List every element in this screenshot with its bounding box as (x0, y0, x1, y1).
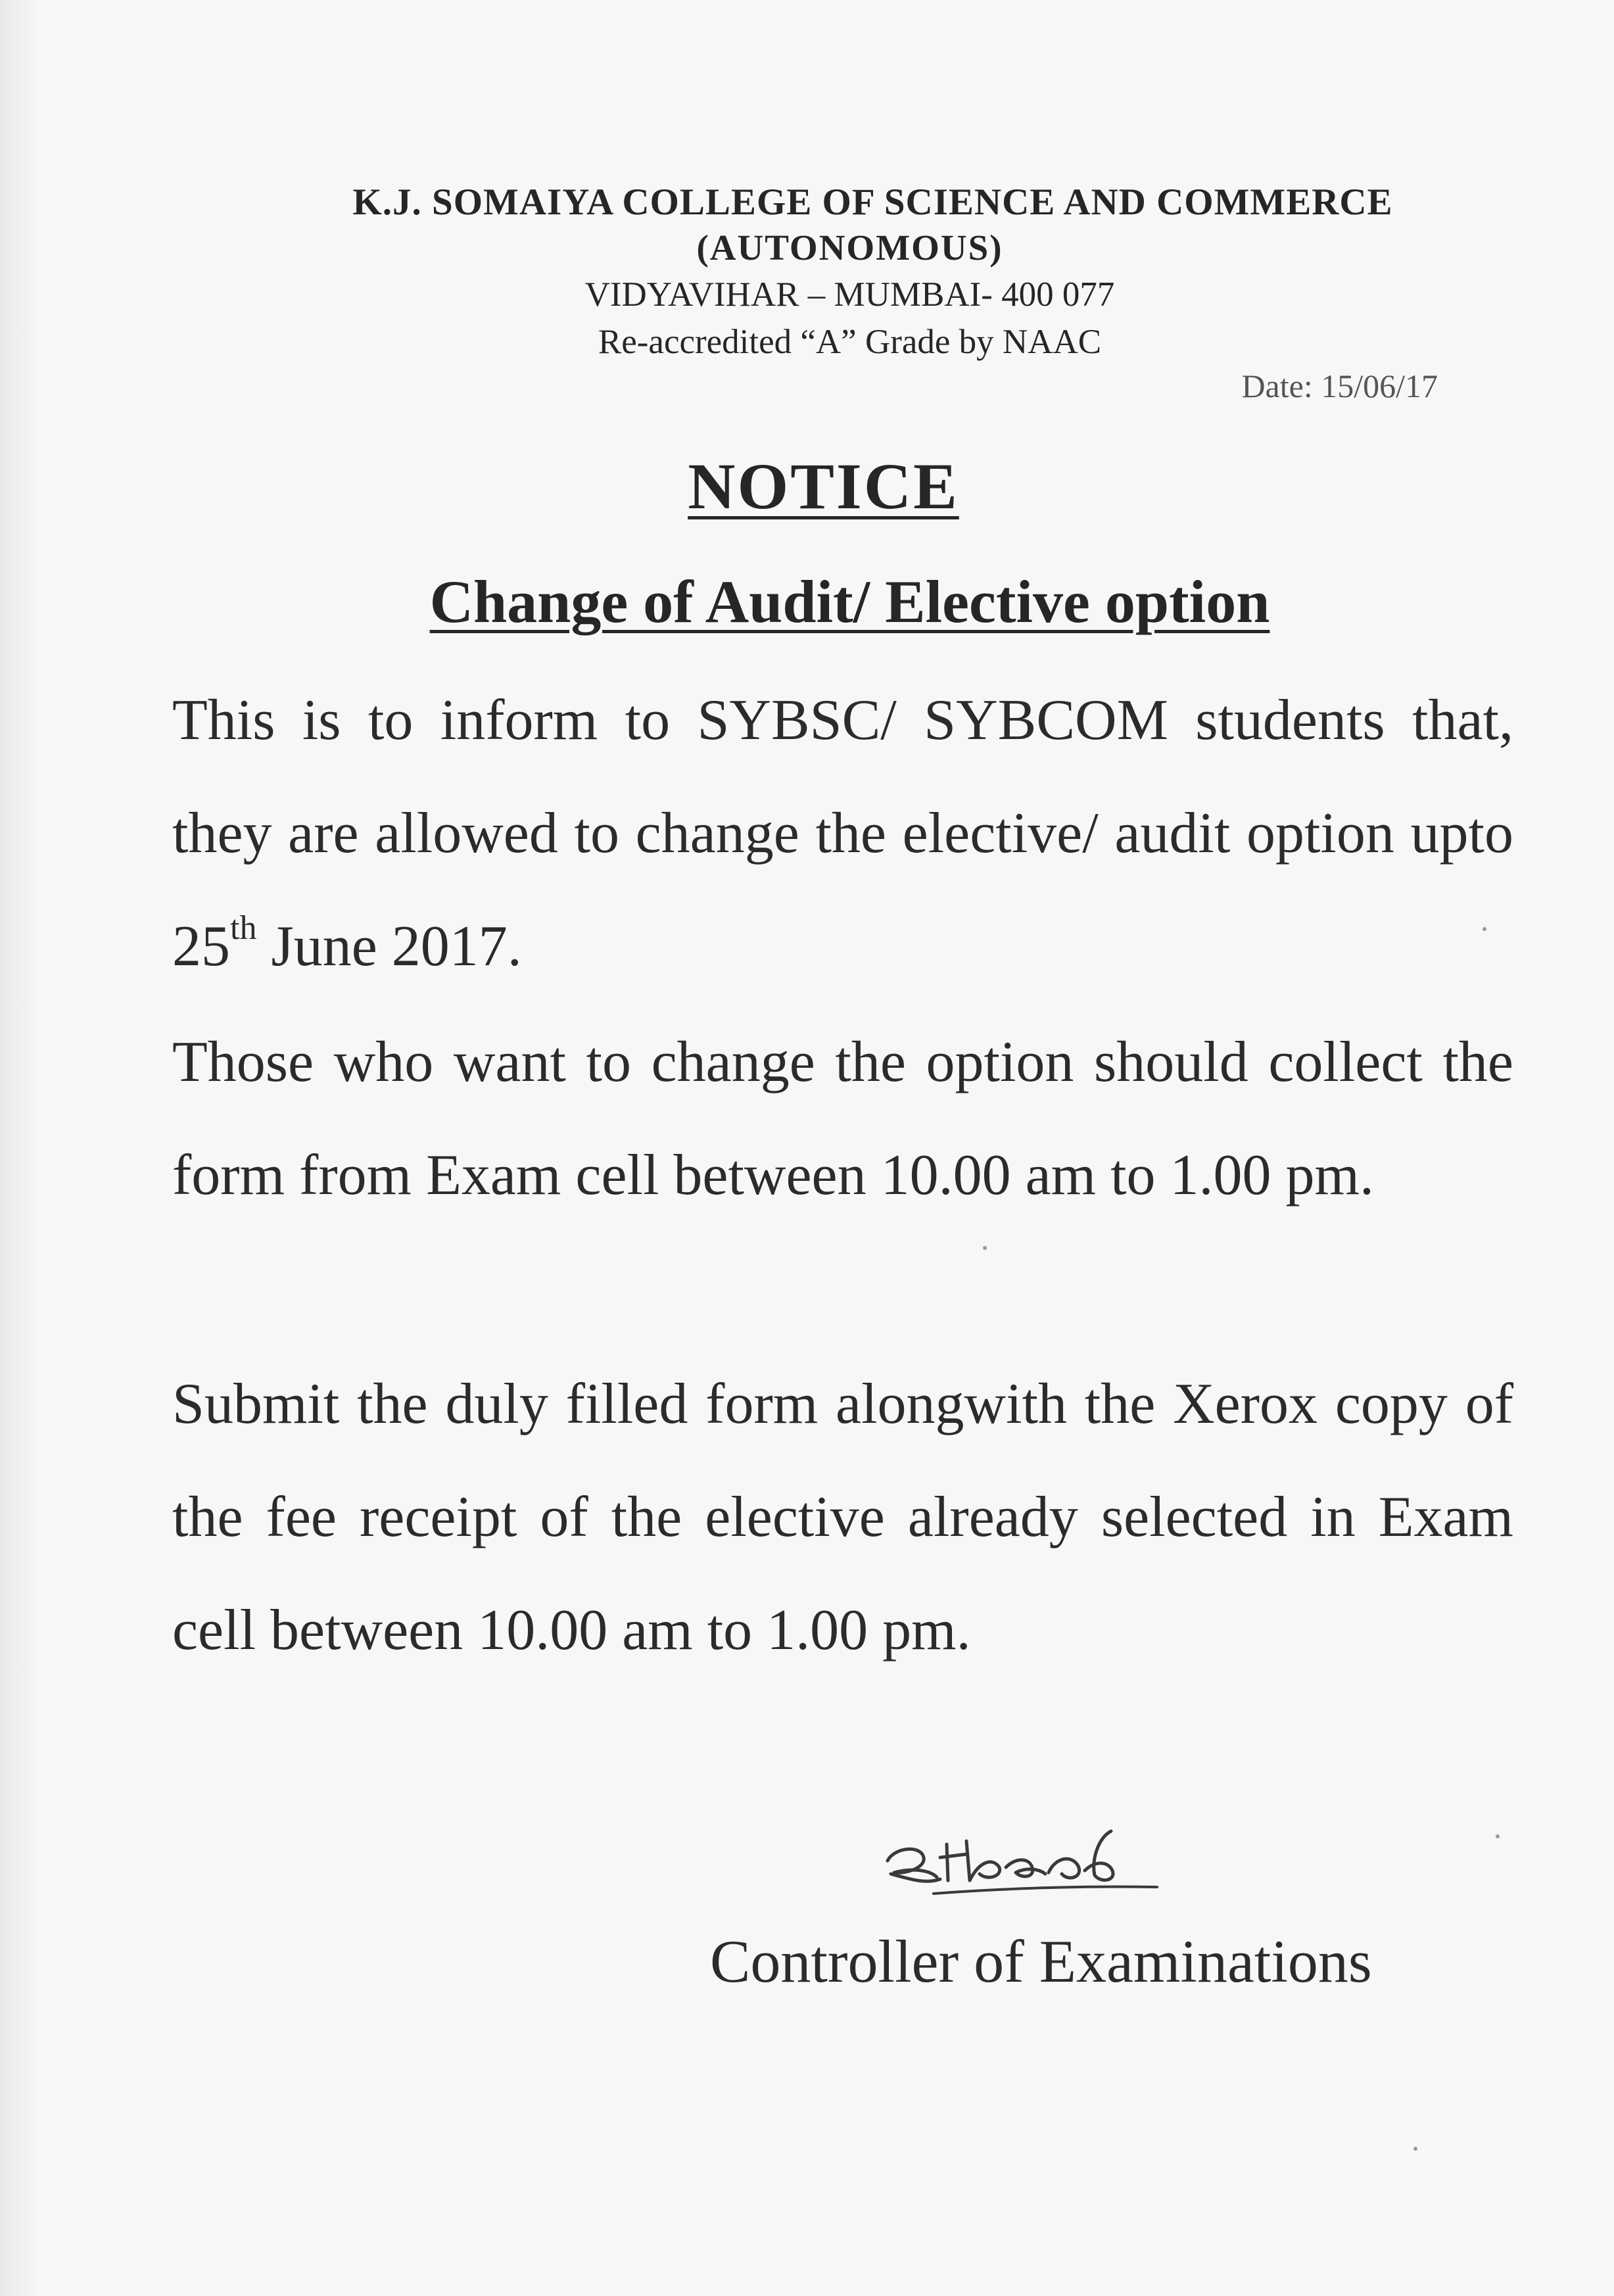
scan-speck (1413, 2147, 1417, 2151)
ordinal-suffix: th (230, 909, 257, 947)
paragraph-collect-form (172, 1006, 1513, 1232)
paragraph-collect-form-text: Those who want to change the option should collect the form from Exam cell between 10.00 am to 1.00 pm. (172, 1030, 1513, 1207)
signature-icon (874, 1821, 1164, 1907)
notice-title-text: NOTICE (688, 450, 959, 523)
accreditation-line: Re-accredited “A” Grade by NAAC (598, 323, 1102, 361)
notice-subject-text: Change of Audit/ Elective option (429, 568, 1270, 635)
college-name: K.J. SOMAIYA COLLEGE OF SCIENCE AND COMMERCE (352, 181, 1393, 223)
college-address: VIDYAVIHAR – MUMBAI- 400 077 (584, 275, 1115, 314)
signatory-designation: Controller of Examinations (710, 1928, 1372, 1995)
paragraph-deadline-text: This is to inform to SYBSC/ SYBCOM students that, they are allowed to change the elective/ audit option upto 25 (172, 688, 1513, 978)
paragraph-submit-form-text: Submit the duly filled form alongwith the Xerox copy of the fee receipt of the elective already selected in Exam cell between 10.00 am to 1.00 pm. (172, 1372, 1513, 1662)
college-status: (AUTONOMOUS) (696, 227, 1003, 268)
paragraph-submit-form (172, 1348, 1513, 1687)
scan-speck (983, 1246, 987, 1250)
paragraph-deadline-end: June 2017. (256, 915, 522, 978)
notice-subject (0, 567, 1614, 636)
notice-date: Date: 15/06/17 (1241, 368, 1438, 404)
notice-title (0, 448, 1614, 524)
scan-speck (1496, 1834, 1500, 1838)
scan-speck (1483, 927, 1486, 931)
paragraph-deadline (172, 664, 1513, 1003)
